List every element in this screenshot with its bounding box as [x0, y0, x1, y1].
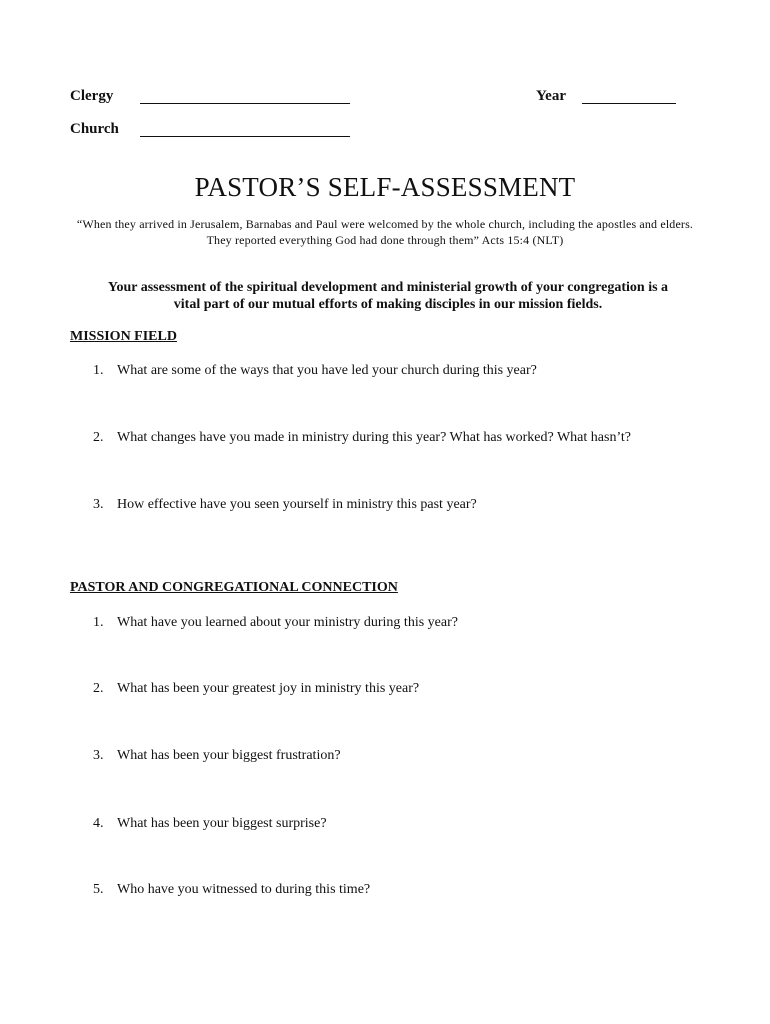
question-number: 1.: [93, 615, 104, 630]
question-text: What are some of the ways that you have led your church during this year?: [117, 363, 537, 378]
question-text: What have you learned about your ministry during this year?: [117, 615, 458, 630]
church-blank-line[interactable]: [140, 136, 350, 137]
intro-line-2: vital part of our mutual efforts of making disciples in our mission fields.: [173, 297, 603, 312]
question-number: 3.: [93, 748, 104, 763]
clergy-blank-line[interactable]: [140, 103, 350, 104]
question-number: 2.: [93, 681, 104, 696]
question-number: 2.: [93, 430, 104, 445]
question-number: 4.: [93, 816, 104, 831]
page-title: PASTOR’S SELF-ASSESSMENT: [194, 172, 576, 202]
question-number: 5.: [93, 882, 104, 897]
section-heading-mission-field: MISSION FIELD: [70, 329, 177, 344]
clergy-label: Clergy: [70, 88, 114, 104]
section-heading-pastor-congregational-connection: PASTOR AND CONGREGATIONAL CONNECTION: [70, 580, 398, 595]
question-text: What has been your biggest frustration?: [117, 748, 341, 763]
question-text: What has been your biggest surprise?: [117, 816, 327, 831]
intro-paragraph: [0, 279, 770, 313]
verse-line-1: “When they arrived in Jerusalem, Barnabas and Paul were welcomed by the whole church, including the apostles and elders.: [76, 217, 694, 231]
question-text: Who have you witnessed to during this time?: [117, 882, 371, 897]
question-number: 1.: [93, 363, 104, 378]
church-label: Church: [70, 121, 119, 137]
question-text: How effective have you seen yourself in ministry this past year?: [117, 497, 477, 512]
year-blank-line[interactable]: [582, 103, 676, 104]
verse-line-2: They reported everything God had done through them” Acts 15:4 (NLT): [206, 233, 564, 247]
year-label: Year: [536, 88, 566, 104]
question-text: What has been your greatest joy in ministry this year?: [117, 681, 420, 696]
intro-line-1: Your assessment of the spiritual development and ministerial growth of your congregation is a: [107, 280, 669, 295]
question-text: What changes have you made in ministry during this year? What has worked? What hasn’t?: [117, 430, 631, 445]
question-number: 3.: [93, 497, 104, 512]
